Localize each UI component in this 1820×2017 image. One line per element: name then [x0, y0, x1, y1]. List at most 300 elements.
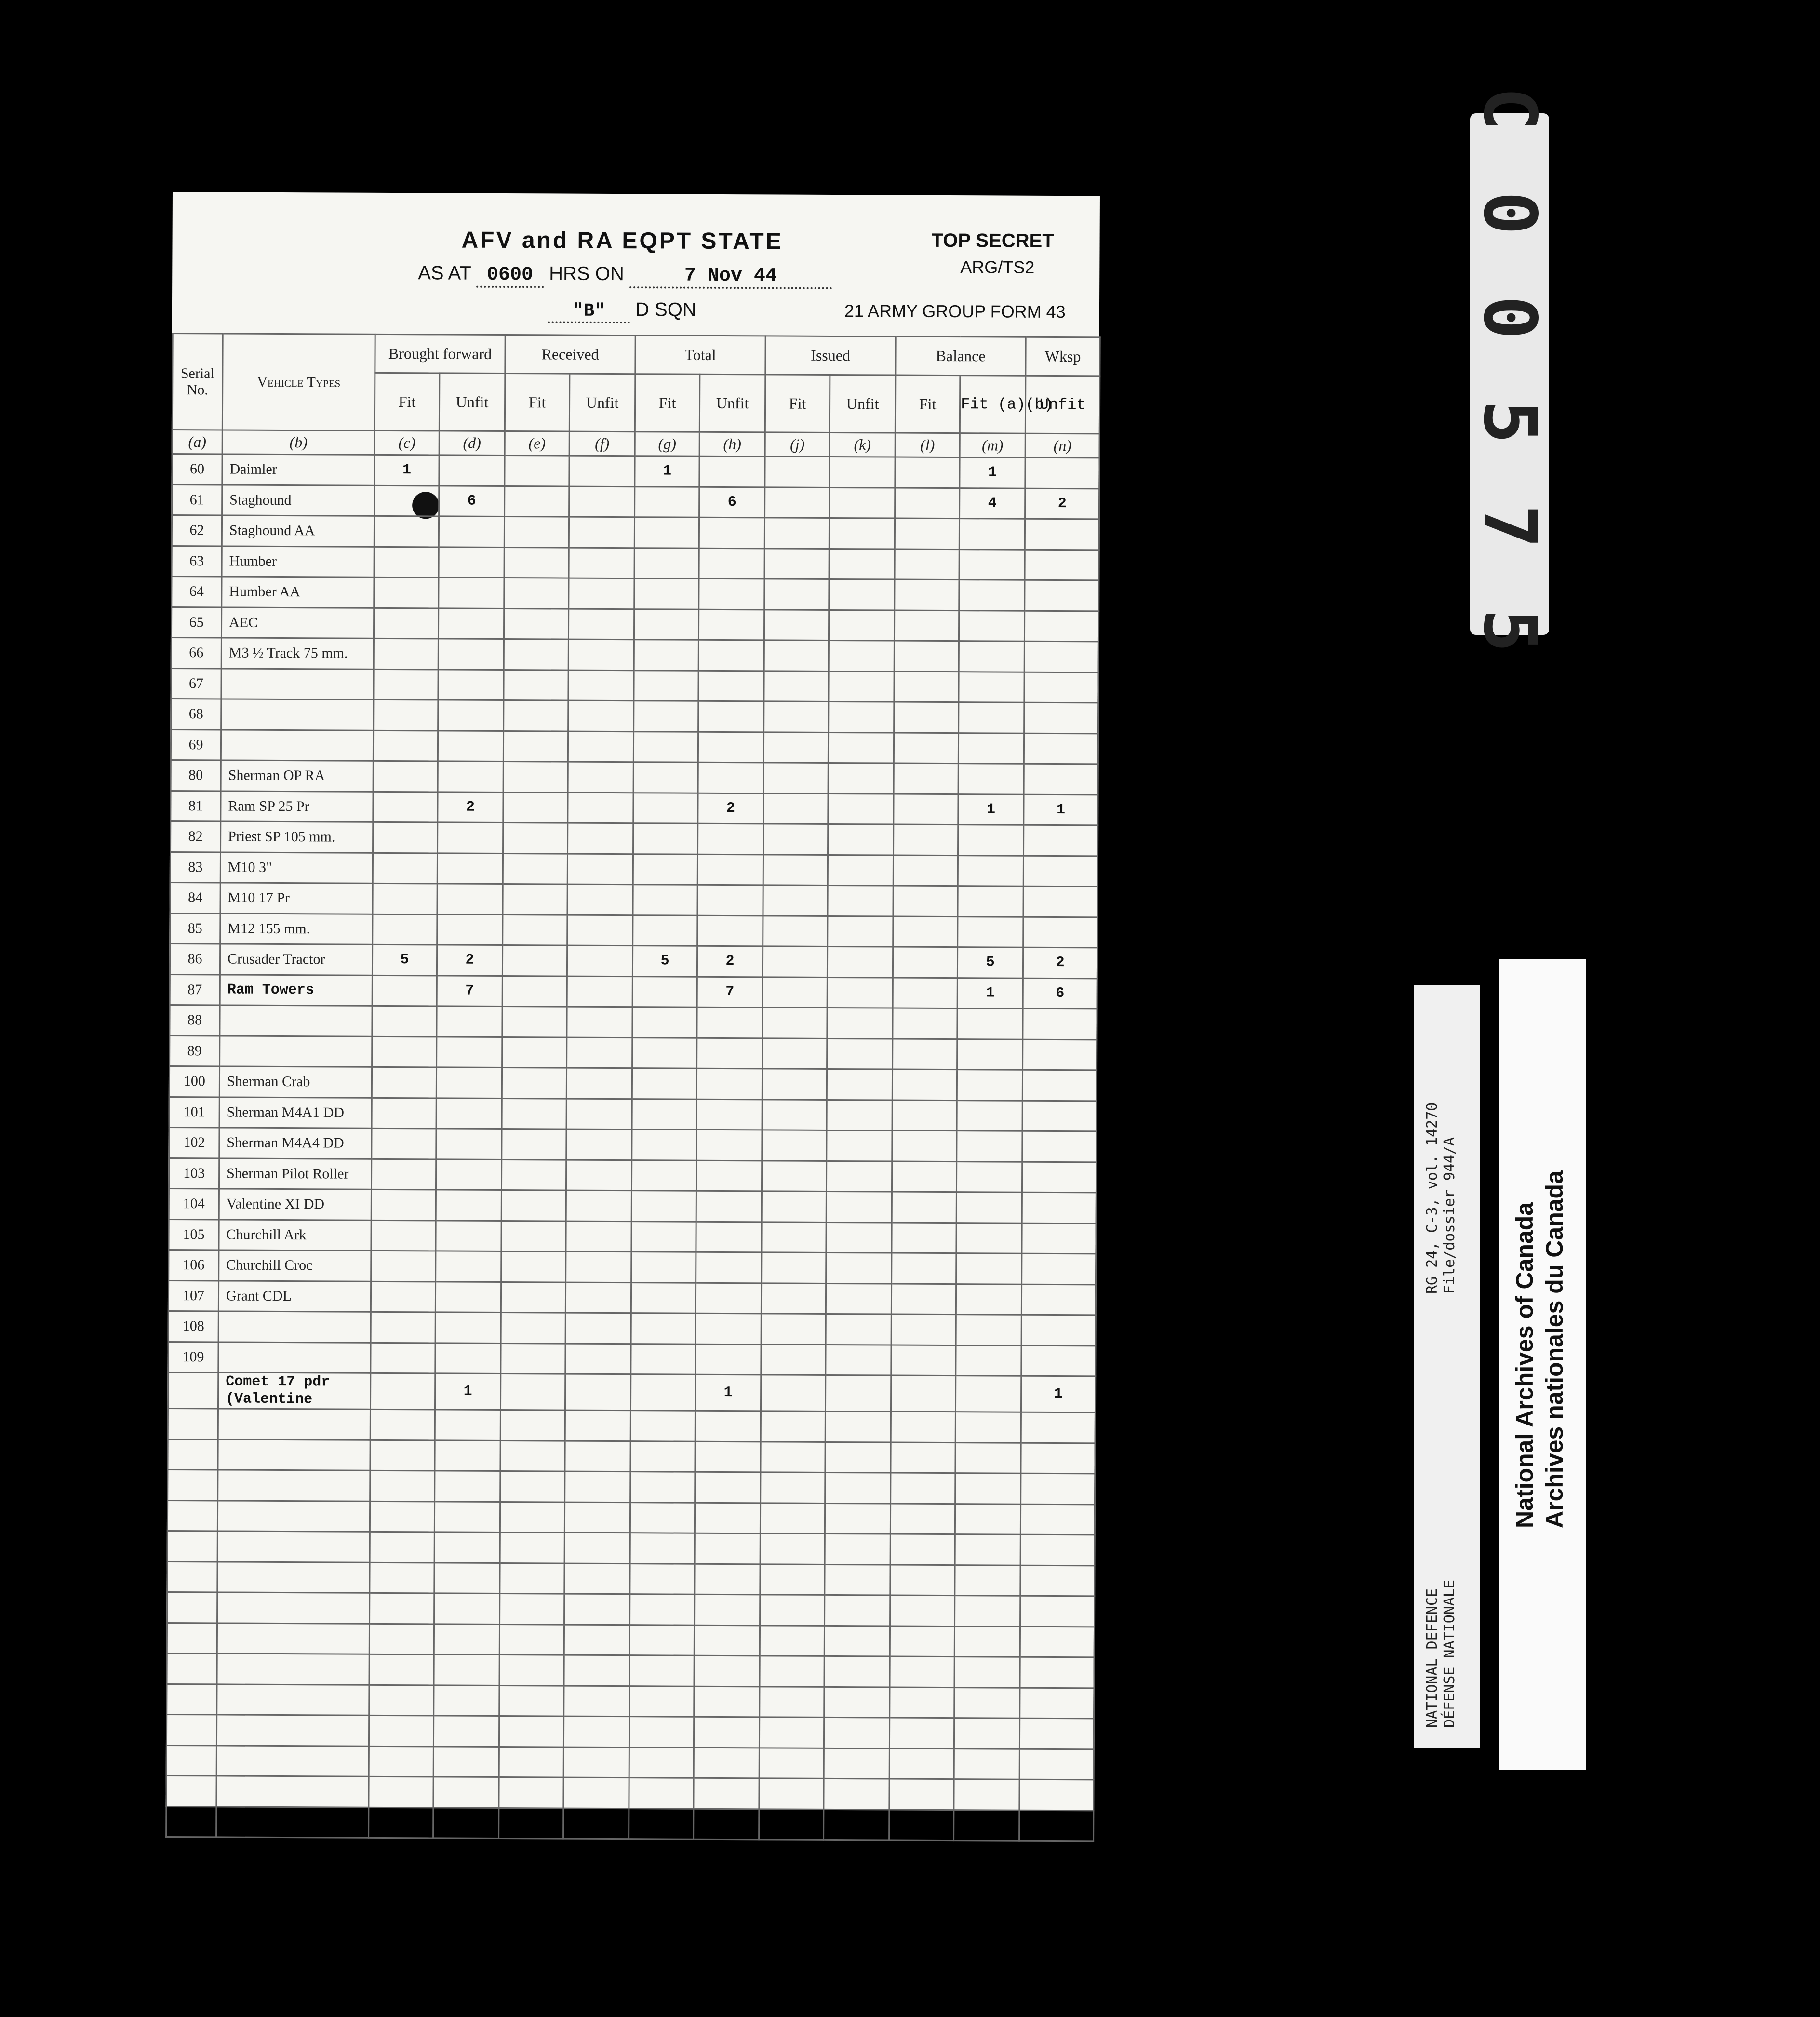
count-cell-h: [694, 1778, 759, 1809]
count-cell-n: [1025, 519, 1099, 550]
vehicle-type: Priest SP 105 mm.: [221, 821, 373, 853]
count-cell-f: [566, 1160, 631, 1191]
column-letter-row: [172, 430, 1099, 458]
count-cell-f: [563, 1716, 629, 1747]
count-cell-m: [957, 1161, 1022, 1192]
count-cell-g: [631, 1344, 696, 1374]
count-cell-f: [569, 486, 635, 517]
count-cell-l: [891, 1314, 956, 1345]
count-cell-f: [566, 1251, 631, 1282]
count-cell-g: [630, 1472, 695, 1503]
count-cell-l: [894, 641, 959, 672]
count-cell-n: [1022, 1253, 1096, 1284]
count-cell-e: [501, 1312, 565, 1343]
count-cell-m: [957, 1070, 1022, 1101]
count-cell-f: [565, 1313, 631, 1344]
table-row: [167, 1531, 1095, 1565]
count-cell-k: [825, 1503, 890, 1534]
count-cell-m: [956, 1376, 1021, 1412]
count-cell-e: [504, 547, 569, 578]
count-cell-j: [760, 1656, 824, 1687]
table-row: [171, 821, 1098, 856]
count-cell-h: [697, 915, 763, 946]
serial-number: 87: [170, 974, 220, 1005]
count-cell-e: [505, 486, 569, 517]
count-cell-n: [1020, 1657, 1094, 1688]
count-cell-n: [1024, 825, 1098, 856]
count-cell-d: [434, 1562, 500, 1593]
count-cell-n: 2: [1023, 947, 1097, 978]
received-header: Received: [505, 335, 635, 374]
fit-header: Fit: [375, 373, 440, 431]
count-cell-g: [633, 762, 698, 793]
count-cell-j: [760, 1503, 825, 1533]
count-cell-l: [891, 1345, 956, 1376]
count-cell-d: [434, 1624, 499, 1654]
count-cell-c: [373, 883, 437, 914]
count-cell-f: [564, 1594, 630, 1625]
count-cell-m: [954, 1657, 1020, 1688]
count-cell-h: [699, 456, 765, 487]
count-cell-k: [825, 1564, 890, 1595]
count-cell-h: [696, 1160, 762, 1191]
serial-number: 105: [169, 1219, 219, 1250]
table-row: [170, 913, 1097, 948]
count-cell-l: [893, 886, 958, 916]
count-cell-l: [892, 1100, 957, 1131]
count-cell-h: [696, 1068, 762, 1099]
table-row: [172, 576, 1099, 611]
count-cell-d: [437, 914, 503, 945]
count-cell-f: [568, 793, 633, 823]
count-cell-n: [1025, 611, 1099, 642]
vehicle-type: Ram SP 25 Pr: [221, 791, 373, 822]
count-cell-n: [1020, 1688, 1094, 1719]
serial-number: 69: [171, 729, 221, 760]
count-cell-f: [564, 1655, 629, 1686]
count-cell-j: [763, 854, 828, 885]
count-cell-j: [764, 609, 829, 640]
column-letter: (e): [505, 431, 569, 456]
dept-line-1: NATIONAL DEFENCE: [1424, 1588, 1441, 1728]
serial-number: 101: [169, 1097, 219, 1128]
count-cell-d: [433, 1716, 499, 1747]
column-letter: (n): [1025, 433, 1099, 458]
count-cell-h: [697, 1038, 763, 1069]
count-cell-n: [1020, 1534, 1095, 1565]
count-cell-k: [830, 457, 895, 487]
count-cell-j: [760, 1533, 825, 1564]
count-cell-k: [827, 1130, 892, 1161]
count-cell-m: [954, 1687, 1020, 1718]
serial-number: [168, 1469, 218, 1500]
table-row: [167, 1592, 1095, 1627]
count-cell-m: [959, 549, 1025, 580]
unit-line: [548, 298, 696, 323]
count-cell-e: [501, 1251, 566, 1282]
count-cell-g: [631, 1252, 696, 1283]
count-cell-m: [955, 1412, 1021, 1443]
count-cell-l: [890, 1504, 955, 1534]
count-cell-c: [374, 638, 438, 669]
count-cell-e: [499, 1685, 564, 1716]
count-cell-c: [374, 669, 438, 700]
total-header: Total: [635, 336, 765, 375]
count-cell-n: [1019, 1810, 1094, 1841]
count-cell-g: [631, 1221, 696, 1252]
count-cell-e: [499, 1808, 563, 1839]
count-cell-j: [763, 793, 828, 824]
count-cell-d: [438, 822, 503, 853]
vehicle-type: Churchill Ark: [219, 1219, 371, 1251]
unfit-header: Unfit: [830, 375, 896, 433]
count-cell-d: [437, 1006, 502, 1037]
vehicle-type: [218, 1342, 371, 1373]
count-cell-e: [504, 700, 568, 731]
vehicle-type: [217, 1654, 369, 1685]
count-cell-f: [568, 700, 634, 731]
table-row: [170, 882, 1097, 917]
table-row: [166, 1745, 1094, 1780]
count-cell-m: [955, 1442, 1021, 1473]
count-cell-e: [502, 1098, 566, 1129]
vehicle-type: [217, 1500, 370, 1532]
fit-header: Fit: [505, 374, 570, 432]
vehicle-type: AEC: [221, 607, 374, 638]
table-row: [172, 515, 1099, 550]
count-cell-k: [827, 1008, 893, 1038]
frame-number: C 0 0 5 7 5: [1468, 87, 1552, 661]
count-cell-k: [825, 1442, 891, 1473]
column-letter: (j): [765, 432, 830, 457]
count-cell-l: [894, 672, 959, 702]
count-cell-l: [895, 549, 959, 580]
table-row: [167, 1561, 1095, 1596]
count-cell-k: [828, 763, 894, 793]
table-row: [167, 1684, 1094, 1719]
sqn-label: D SQN: [635, 299, 696, 321]
count-cell-k: [826, 1345, 891, 1375]
count-cell-c: [370, 1501, 434, 1532]
count-cell-h: [697, 1007, 763, 1038]
archives-text: [1510, 1170, 1569, 1528]
table-row: [168, 1280, 1096, 1315]
count-cell-f: [568, 639, 634, 670]
count-cell-k: [826, 1375, 891, 1412]
count-cell-j: [764, 701, 829, 732]
count-cell-d: [436, 1159, 501, 1190]
archives-line-1: National Archives of Canada: [1511, 1202, 1538, 1528]
vehicle-type: Humber: [222, 546, 374, 577]
count-cell-c: [375, 485, 439, 516]
serial-number: 107: [168, 1280, 218, 1311]
equipment-table: [165, 333, 1101, 1842]
count-cell-j: [763, 946, 827, 977]
frame-number-stamp: [1468, 87, 1552, 661]
count-cell-m: [958, 916, 1023, 947]
column-letter: (b): [222, 430, 375, 455]
count-cell-f: [563, 1777, 629, 1808]
vehicle-type: [221, 699, 374, 730]
count-cell-m: [956, 1315, 1021, 1345]
count-cell-k: [829, 701, 894, 732]
count-cell-j: [759, 1717, 824, 1748]
count-cell-n: [1022, 1192, 1096, 1223]
vehicle-type: Grant CDL: [218, 1280, 371, 1312]
count-cell-g: [633, 731, 698, 762]
count-cell-c: [372, 1098, 436, 1129]
vehicle-type: [216, 1776, 369, 1807]
count-cell-l: [894, 824, 958, 855]
count-cell-g: [630, 1441, 695, 1472]
count-cell-f: [568, 823, 633, 854]
table-row: [170, 1005, 1097, 1039]
count-cell-g: [635, 486, 699, 517]
column-letter: (a): [172, 430, 222, 454]
table-row: [171, 729, 1098, 764]
count-cell-e: [502, 1068, 566, 1099]
serial-number: 104: [169, 1188, 219, 1219]
reference-text: [1424, 1103, 1459, 1294]
count-cell-f: [565, 1441, 630, 1472]
serial-number: [167, 1561, 217, 1592]
count-cell-e: [505, 456, 569, 486]
count-cell-n: [1020, 1596, 1095, 1627]
count-cell-h: [694, 1686, 760, 1717]
count-cell-d: [435, 1410, 500, 1440]
count-cell-j: [762, 1222, 826, 1252]
count-cell-n: [1022, 1223, 1096, 1254]
table-row: [169, 1219, 1096, 1254]
vehicle-type: M10 17 Pr: [220, 883, 373, 914]
count-cell-d: [438, 608, 504, 639]
count-cell-g: [630, 1411, 695, 1441]
count-cell-j: [760, 1595, 825, 1626]
count-cell-l: [892, 1192, 956, 1223]
count-cell-g: [629, 1655, 694, 1686]
count-cell-m: [959, 641, 1024, 672]
count-cell-m: 4: [960, 488, 1025, 519]
count-cell-e: [504, 670, 568, 700]
count-cell-g: [633, 915, 697, 946]
count-cell-j: [764, 518, 829, 549]
count-cell-g: [634, 609, 698, 640]
count-cell-k: [828, 916, 893, 947]
vehicle-type: [218, 1470, 370, 1501]
count-cell-k: [828, 732, 894, 763]
count-cell-e: [501, 1159, 566, 1190]
count-cell-c: [374, 577, 439, 608]
count-cell-f: [566, 1190, 631, 1221]
count-cell-l: [891, 1412, 955, 1442]
vehicle-type: Sherman Pilot Roller: [219, 1158, 371, 1189]
count-cell-k: [827, 946, 893, 977]
vehicle-type: Sherman Crab: [219, 1066, 372, 1098]
count-cell-e: [504, 578, 569, 609]
count-cell-l: [889, 1810, 954, 1841]
count-cell-m: [954, 1718, 1019, 1749]
count-cell-h: [698, 701, 764, 732]
count-cell-c: [372, 1036, 437, 1067]
count-cell-k: [830, 487, 895, 518]
ref-line-2: File/dossier 944/A: [1441, 1137, 1458, 1294]
count-cell-h: [695, 1564, 760, 1595]
count-cell-h: [696, 1252, 762, 1283]
table-row: [166, 1806, 1094, 1841]
count-cell-c: [373, 822, 438, 853]
column-letter: (g): [635, 432, 699, 457]
table-row: [168, 1469, 1095, 1504]
count-cell-c: 5: [372, 944, 437, 975]
count-cell-n: [1021, 1284, 1096, 1315]
column-letter: (m): [960, 433, 1025, 458]
count-cell-f: [564, 1533, 630, 1563]
vehicle-type: Daimler: [222, 454, 375, 485]
count-cell-l: [892, 1253, 956, 1284]
count-cell-f: [567, 976, 632, 1007]
count-cell-c: [371, 1159, 436, 1190]
count-cell-c: [372, 975, 437, 1006]
count-cell-l: [890, 1534, 955, 1565]
count-cell-d: [438, 730, 503, 761]
count-cell-f: [568, 609, 634, 640]
count-cell-g: [629, 1717, 694, 1748]
fit-header: Fit: [765, 375, 830, 433]
count-cell-g: [631, 1374, 696, 1411]
column-letter: (f): [569, 431, 635, 456]
count-cell-h: 6: [699, 487, 765, 518]
count-cell-m: 1: [957, 978, 1023, 1008]
table-row: [169, 1188, 1096, 1223]
count-cell-c: [369, 1654, 434, 1685]
serial-number: 84: [170, 882, 220, 913]
hrs-on-label: HRS ON: [549, 263, 624, 285]
count-cell-j: [761, 1314, 826, 1345]
wksp-typed-header: Unfit: [1025, 376, 1100, 434]
count-cell-h: [695, 1472, 761, 1503]
count-cell-f: [566, 1068, 632, 1099]
column-letter: (k): [830, 432, 895, 457]
vehicle-type: [216, 1715, 369, 1746]
count-cell-l: [893, 916, 958, 947]
count-cell-n: [1021, 1345, 1096, 1376]
count-cell-k: [828, 855, 893, 886]
count-cell-n: 6: [1023, 978, 1097, 1009]
archives-line-2: Archives nationales du Canada: [1541, 1170, 1568, 1528]
table-row: [167, 1500, 1095, 1535]
serial-number: 102: [169, 1127, 219, 1158]
vehicle-type: Sherman M4A1 DD: [219, 1097, 372, 1128]
count-cell-g: [630, 1594, 695, 1625]
count-cell-e: [501, 1343, 565, 1374]
count-cell-l: [895, 488, 960, 519]
count-cell-c: [370, 1440, 435, 1471]
serial-number: [167, 1684, 217, 1715]
count-cell-c: [370, 1532, 434, 1562]
count-cell-m: [956, 1192, 1022, 1223]
count-cell-l: [889, 1748, 954, 1779]
count-cell-k: [826, 1252, 892, 1283]
count-cell-k: [824, 1626, 890, 1656]
count-cell-d: [433, 1746, 499, 1777]
table-row: [168, 1408, 1095, 1443]
count-cell-d: [436, 1220, 501, 1251]
count-cell-m: [954, 1748, 1019, 1779]
serial-number: [166, 1806, 216, 1837]
table-row: [171, 668, 1098, 703]
count-cell-c: [373, 792, 438, 822]
count-cell-f: [568, 762, 633, 793]
count-cell-l: [890, 1687, 954, 1718]
count-cell-c: [373, 853, 437, 884]
table-row: [169, 1158, 1096, 1193]
column-letter: (d): [439, 431, 505, 456]
serial-number: [168, 1408, 218, 1439]
count-cell-n: [1024, 672, 1098, 703]
count-cell-k: [826, 1283, 891, 1314]
count-cell-d: [438, 669, 504, 700]
vehicle-type: Churchill Croc: [219, 1250, 371, 1281]
count-cell-m: [955, 1473, 1021, 1504]
count-cell-n: 1: [1021, 1376, 1096, 1412]
serial-number: [167, 1531, 217, 1561]
count-cell-k: [825, 1533, 890, 1564]
count-cell-h: [694, 1717, 759, 1748]
count-cell-f: [564, 1625, 629, 1655]
count-cell-j: [763, 885, 828, 916]
table-row: [169, 1127, 1097, 1162]
table-header: [172, 334, 1100, 458]
count-cell-j: [760, 1686, 824, 1717]
count-cell-j: [765, 487, 830, 518]
table-row: [171, 607, 1098, 642]
wksp-header: Wksp: [1026, 337, 1100, 376]
count-cell-g: [631, 1191, 696, 1222]
count-cell-c: [370, 1562, 434, 1593]
serial-number: 100: [169, 1066, 219, 1097]
count-cell-m: [956, 1345, 1021, 1376]
count-cell-d: 1: [435, 1373, 500, 1410]
time-value: 0600: [476, 264, 544, 288]
serial-number: [167, 1592, 217, 1623]
count-cell-k: [825, 1595, 890, 1626]
count-cell-n: 1: [1024, 794, 1098, 825]
count-cell-l: [894, 763, 958, 794]
count-cell-f: [565, 1471, 630, 1502]
table-row: [169, 1066, 1097, 1101]
vehicle-type: [220, 1035, 372, 1067]
count-cell-c: [373, 914, 437, 945]
count-cell-l: [891, 1375, 956, 1412]
count-cell-d: [434, 1685, 499, 1716]
count-cell-j: [761, 1375, 826, 1412]
count-cell-e: [503, 853, 567, 884]
count-cell-h: 7: [697, 977, 763, 1008]
count-cell-g: [632, 1068, 696, 1099]
count-cell-h: 1: [696, 1374, 761, 1411]
issued-header: Issued: [765, 336, 896, 375]
count-cell-g: [632, 1160, 696, 1191]
count-cell-m: [959, 519, 1025, 550]
count-cell-k: [824, 1809, 889, 1840]
count-cell-f: [566, 1099, 632, 1130]
count-cell-c: [371, 1281, 435, 1312]
count-cell-e: [501, 1190, 566, 1221]
count-cell-m: [956, 1284, 1021, 1315]
count-cell-d: [433, 1777, 499, 1808]
count-cell-e: [500, 1373, 565, 1410]
count-cell-m: [955, 1534, 1020, 1565]
